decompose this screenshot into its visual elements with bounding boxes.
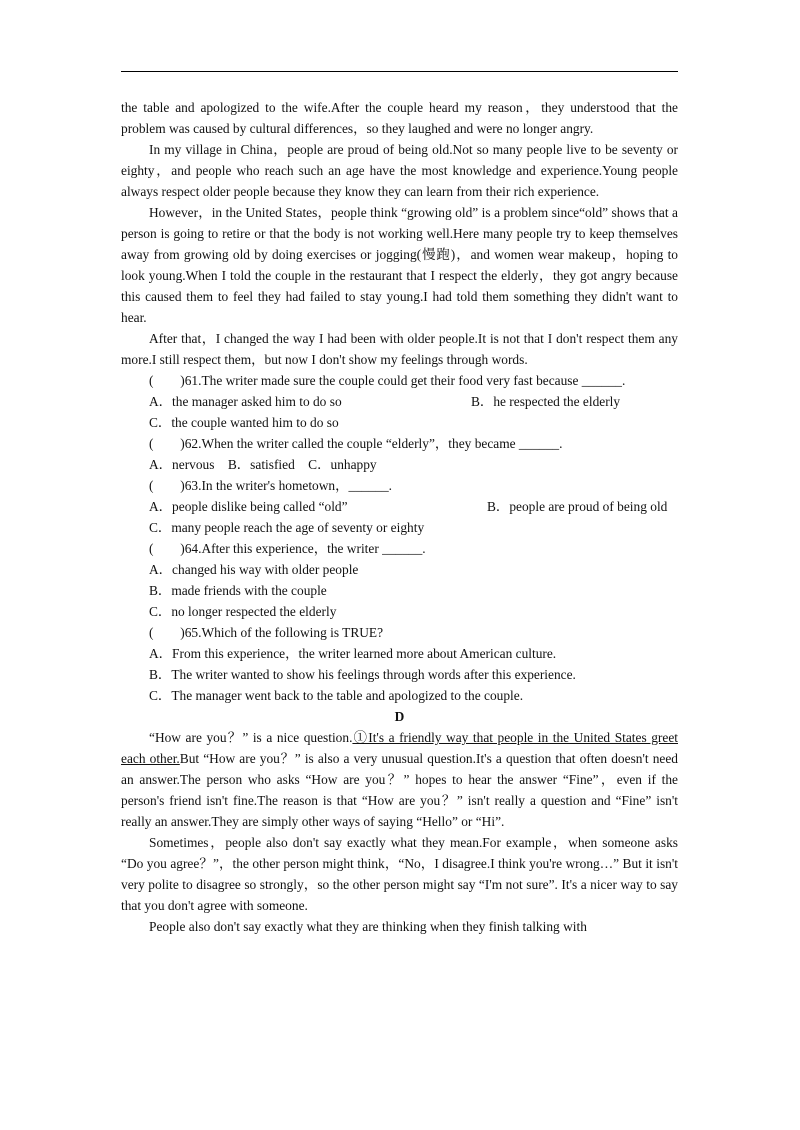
paragraph: However，in the United States，people think “growing old” is a problem since“old” shows that a person is going to retire or that the body is not working well.Here many people try to keep themselves away from growing old by doing exercises or jogging(慢跑)，and women wear makeup，hoping to look young.When I told the couple in the restaurant that I respect the elderly，they got angry because this caused them to feel they had failed to stay young.I had told them something they didn't want to hear. [121,205,678,325]
paragraph: In my village in China，people are proud of being old.Not so many people live to be seventy or eighty，and people who reach such an age have the most knowledge and experience.Young people always respect older people because they know they can learn from their rich experience. [121,142,678,199]
question-61-options-row [121,391,678,412]
question-65-option-c: C．The manager went back to the table and apologized to the couple. [149,688,524,703]
question-64-stem: ( )64.After this experience，the writer ______. [149,541,426,556]
question-64-option-c: C．no longer respected the elderly [149,604,337,619]
question-65-option-b: B．The writer wanted to show his feelings through words after this experience. [149,667,576,682]
question-64-option-b: B．made friends with the couple [149,583,327,598]
passage-d-paragraph-1 [121,727,678,832]
question-61-option-b: B．he respected the elderly [471,394,621,409]
question-65-stem: ( )65.Which of the following is TRUE? [149,625,384,640]
question-62-stem: ( )62.When the writer called the couple “elderly”，they became ______. [149,436,563,451]
question-61-option-c: C．the couple wanted him to do so [149,415,339,430]
passage-d-paragraph-3: People also don't say exactly what they are thinking when they finish talking with [149,919,587,934]
passage-d-paragraph-2: Sometimes，people also don't say exactly what they mean.For example，when someone asks “Do you agree？”，the other person might think，“No，I disagree.I think you're wrong…” But it isn't very polite to disagree so strongly，so the other person might say “I'm not sure”. It's a nicer way to say that you don't agree with someone. [121,835,678,913]
question-63-stem: ( )63.In the writer's hometown，______. [149,478,393,493]
question-63-option-b: B．people are proud of being old [487,499,668,514]
passage-d-p1-rest: But “How are you？” is also a very unusual question.It's a question that often doesn't need an answer.The person who asks “How are you？” hopes to hear the answer “Fine”，even if the person's friend isn't fine.The reason is that “How are you？” isn't really a question and “Fine” isn't really an answer.They are simply other ways of saying “Hello” or “Hi”. [121,751,679,829]
question-62-options: A．nervous B．satisfied C．unhappy [149,457,377,472]
underlined-sentence-1: ①It's a friendly way that people in the United States greet each other. [121,730,678,766]
question-61-stem: ( )61.The writer made sure the couple could get their food very fast because ______. [149,373,626,388]
question-63-options-row [121,496,678,517]
header-rule [121,71,678,72]
question-65-option-a: A．From this experience，the writer learned more about American culture. [149,646,557,661]
paragraph: the table and apologized to the wife.After the couple heard my reason，they understood that the problem was caused by cultural differences，so they laughed and were no longer angry. [121,100,678,136]
question-63-option-a: A．people dislike being called “old” [149,499,348,514]
section-heading-d: D [394,709,405,724]
question-61-option-a: A．the manager asked him to do so [149,394,342,409]
paragraph: After that，I changed the way I had been with older people.It is not that I don't respect them any more.I still respect them，but now I don't show my feelings through words. [121,331,678,367]
document-page [121,97,678,937]
question-64-option-a: A．changed his way with older people [149,562,359,577]
question-63-option-c: C．many people reach the age of seventy or eighty [149,520,425,535]
passage-d-p1-start: “How are you？” is a nice question. [149,730,353,745]
